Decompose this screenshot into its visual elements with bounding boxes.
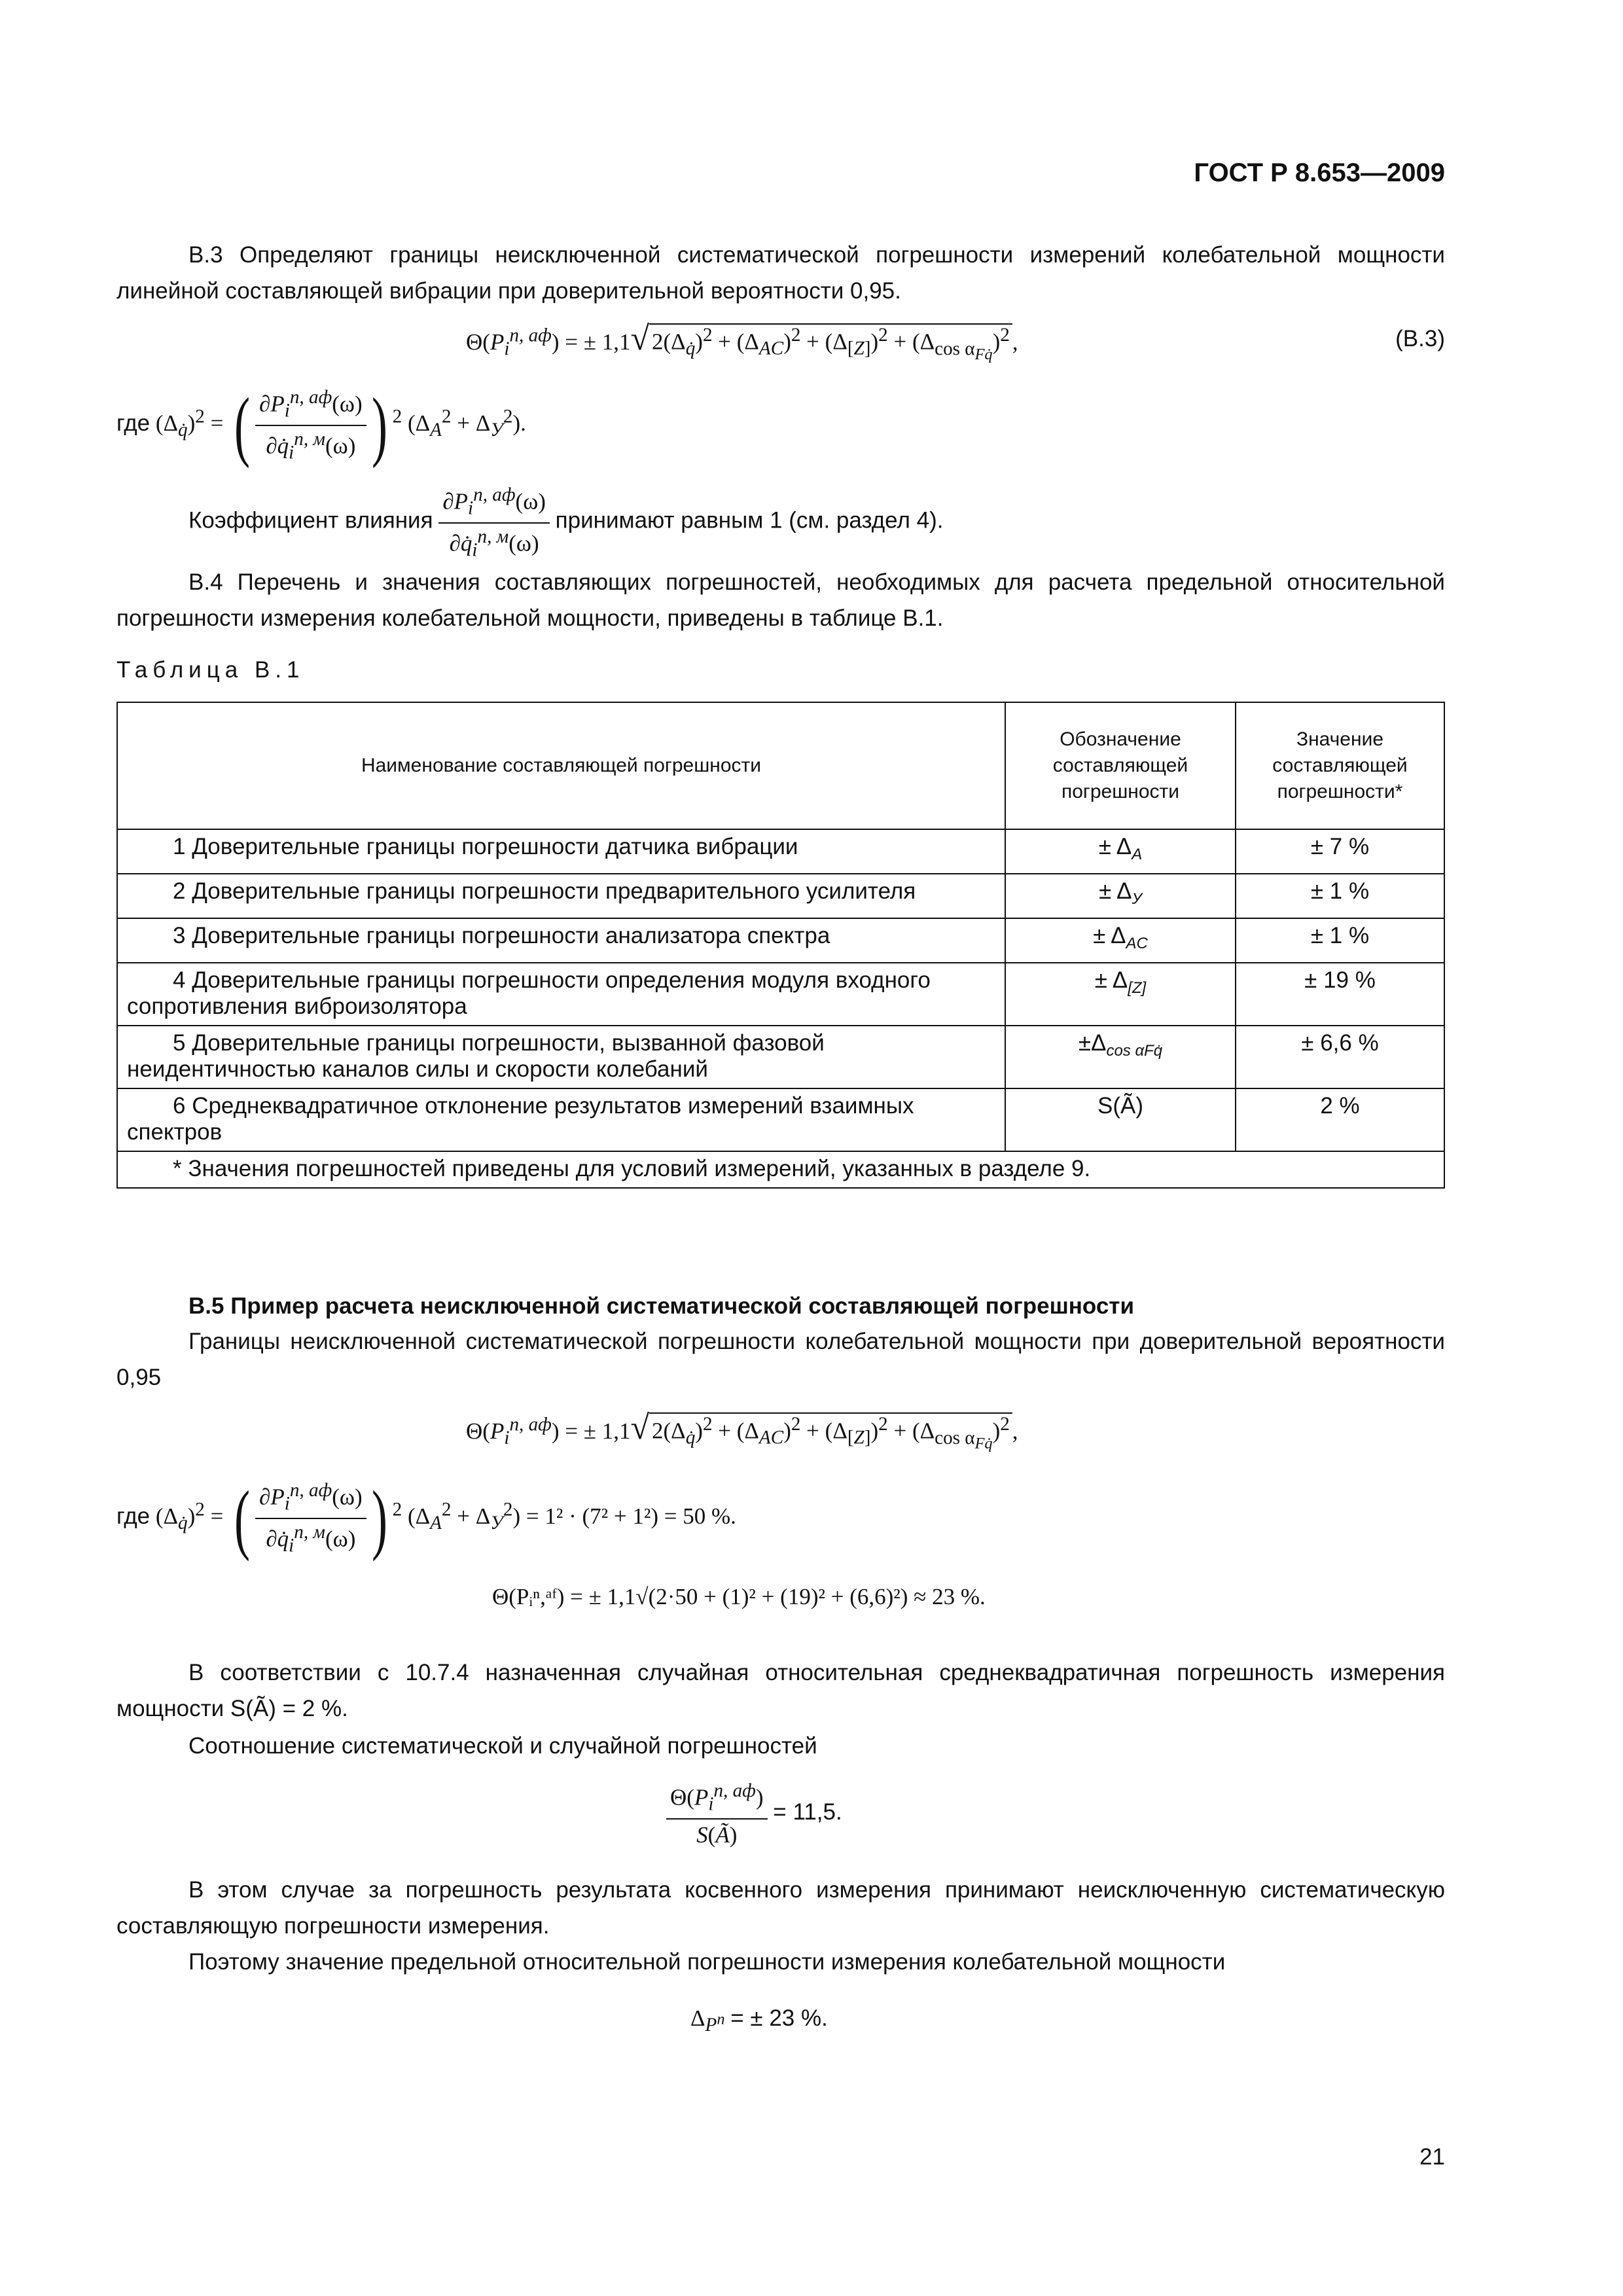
header-name: Наименование составляющей погрешности bbox=[117, 702, 1005, 829]
coefficient-tail: принимают равным 1 (см. раздел 4). bbox=[555, 507, 944, 533]
table-header-row bbox=[117, 702, 1444, 829]
table-row bbox=[117, 829, 1444, 874]
paragraph-b5: Границы неисключенной систематической погрешности колебательной мощности при доверительной вероятности 0,95 bbox=[116, 1329, 1445, 1390]
table-row bbox=[117, 874, 1444, 918]
row-name: 2 Доверительные границы погрешности предварительного усилителя bbox=[117, 874, 1005, 918]
coefficient-label: Коэффициент влияния bbox=[188, 507, 433, 533]
row-value: ± 19 % bbox=[1236, 963, 1444, 1026]
row-symbol: $\pm\Delta_{cos \alpha Fq̇}$ bbox=[1005, 1026, 1236, 1088]
section-heading-b5: В.5 Пример расчета неисключенной систематической составляющей погрешности bbox=[188, 1293, 1134, 1319]
row-value: ± 7 % bbox=[1236, 829, 1444, 874]
header-value: Значение составляющей погрешности* bbox=[1236, 702, 1444, 829]
final-value: = ± 23 %. bbox=[730, 2005, 828, 2031]
row-symbol: ± $\Delta_A$ bbox=[1005, 829, 1236, 874]
calc-where-tail: = 1² · (7² + 1²) = 50 %. bbox=[526, 1503, 736, 1530]
table-footnote: * Значения погрешностей приведены для условий измерений, указанных в разделе 9. bbox=[117, 1151, 1444, 1188]
row-symbol: ± $\Delta_{AC}$ bbox=[1005, 918, 1236, 963]
formula-final: $\Delta_{P^n}$ = ± 23 %. bbox=[690, 2005, 828, 2036]
header-symbol: Обозначение составляющей погрешности bbox=[1005, 702, 1236, 829]
ratio-value: = 11,5. bbox=[773, 1799, 842, 1825]
table-row bbox=[117, 1088, 1444, 1151]
row-name: 4 Доверительные границы погрешности определения модуля входного сопротивления виброизолятора bbox=[117, 963, 1005, 1026]
equation-number-b3: (В.3) bbox=[1395, 326, 1445, 351]
paragraph-case: В этом случае за погрешность результата косвенного измерения принимают неисключенную систематическую составляющую погрешности измерения. bbox=[116, 1877, 1445, 1939]
formula-result: Θ(Pᵢⁿ,ᵃᶠ) = ± 1,1√(2·50 + (1)² + (19)² + (6,6)²) ≈ 23 %. bbox=[492, 1584, 986, 1609]
paragraph-ratio: Соотношение систематической и случайной погрешностей bbox=[188, 1733, 817, 1759]
row-name: 1 Доверительные границы погрешности датчика вибрации bbox=[117, 829, 1005, 874]
where-label-2: где bbox=[116, 1503, 151, 1530]
paragraph-b4: В.4 Перечень и значения составляющих погрешностей, необходимых для расчета предельной относительной погрешности измерения колебательной мощности, приведены в таблице В.1. bbox=[116, 569, 1445, 631]
table-caption: Таблица В.1 bbox=[116, 657, 305, 683]
table-row bbox=[117, 1026, 1444, 1088]
paragraph-random-error: В соответствии с 10.7.4 назначенная случайная относительная среднеквадратичная погрешность измерения мощности S(Ã) = 2 %. bbox=[116, 1660, 1445, 1721]
formula-ratio: $\frac{\Theta(P_i^{n, аф})}{S(Ã)}$ = 11,5. bbox=[666, 1780, 842, 1848]
table-row bbox=[117, 963, 1444, 1026]
paragraph-therefore: Поэтому значение предельной относительной погрешности измерения колебательной мощности bbox=[188, 1949, 1226, 1975]
row-name: 5 Доверительные границы погрешности, вызванной фазовой неидентичностью каналов силы и скорости колебаний bbox=[117, 1026, 1005, 1088]
row-symbol: S(Ã) bbox=[1005, 1088, 1236, 1151]
row-name: 3 Доверительные границы погрешности анализатора спектра bbox=[117, 918, 1005, 963]
paragraph-b3: В.3 Определяют границы неисключенной систематической погрешности измерений колебательной мощности линейной составляющей вибрации при доверительной вероятности 0,95. bbox=[116, 242, 1445, 304]
formula-where-calc: где $(\Delta_{q̇})^2$ = ( $\frac{\partial P_i^{n, аф}(\omega)}{\partial q̇_i^{n, м}(\omega)}$ ) $^2$ $(\Delta_A^2 + \Delta_У^2) = 1^2 \cdot (7^2 + 1^2) = 50$ %. bbox=[116, 1475, 736, 1562]
table-b1 bbox=[116, 702, 1445, 1189]
formula-b5: $\Theta(P_i^{n, аф})$ = ± 1,1√ $2(\Delta_{q̇})^2 + (\Delta_{AC})^2 + (\Delta_{[Z]})^2 + (\Delta_{cos \alpha_{Fq̇}})^2$ , bbox=[466, 1409, 1018, 1452]
coefficient-line: Коэффициент влияния $\frac{\partial P_i^{n, аф}(\omega)}{\partial q̇_i^{n, м}(\omega)}$ принимают равным 1 (см. раздел 4). bbox=[188, 484, 944, 561]
where-label: где bbox=[116, 410, 151, 437]
formula-b3: $\Theta(P_i^{n, аф})$ = ± 1,1√ $2(\Delta_{q̇})^2 + (\Delta_{AC})^2 + (\Delta_{[Z]})^2 + (\Delta_{cos \alpha_{Fq̇}})^2$ , bbox=[466, 320, 1018, 363]
table-row bbox=[117, 918, 1444, 963]
table-footnote-row bbox=[117, 1151, 1444, 1188]
row-symbol: ± $\Delta_{[Z]}$ bbox=[1005, 963, 1236, 1026]
row-value: 2 % bbox=[1236, 1088, 1444, 1151]
row-value: ± 1 % bbox=[1236, 874, 1444, 918]
row-value: ± 6,6 % bbox=[1236, 1026, 1444, 1088]
formula-where-delta-q: где $(\Delta_{q̇})^2$ = ( $\frac{\partial P_i^{n, аф}(\omega)}{\partial q̇_i^{n, м}(\omega)}$ ) $^2$ $(\Delta_A^2 + \Delta_У^2)$. bbox=[116, 382, 526, 469]
document-code: ГОСТ Р 8.653—2009 bbox=[1194, 158, 1445, 187]
row-value: ± 1 % bbox=[1236, 918, 1444, 963]
row-symbol: ± $\Delta_У$ bbox=[1005, 874, 1236, 918]
page-number: 21 bbox=[1419, 2144, 1445, 2170]
row-name: 6 Среднеквадратичное отклонение результатов измерений взаимных спектров bbox=[117, 1088, 1005, 1151]
